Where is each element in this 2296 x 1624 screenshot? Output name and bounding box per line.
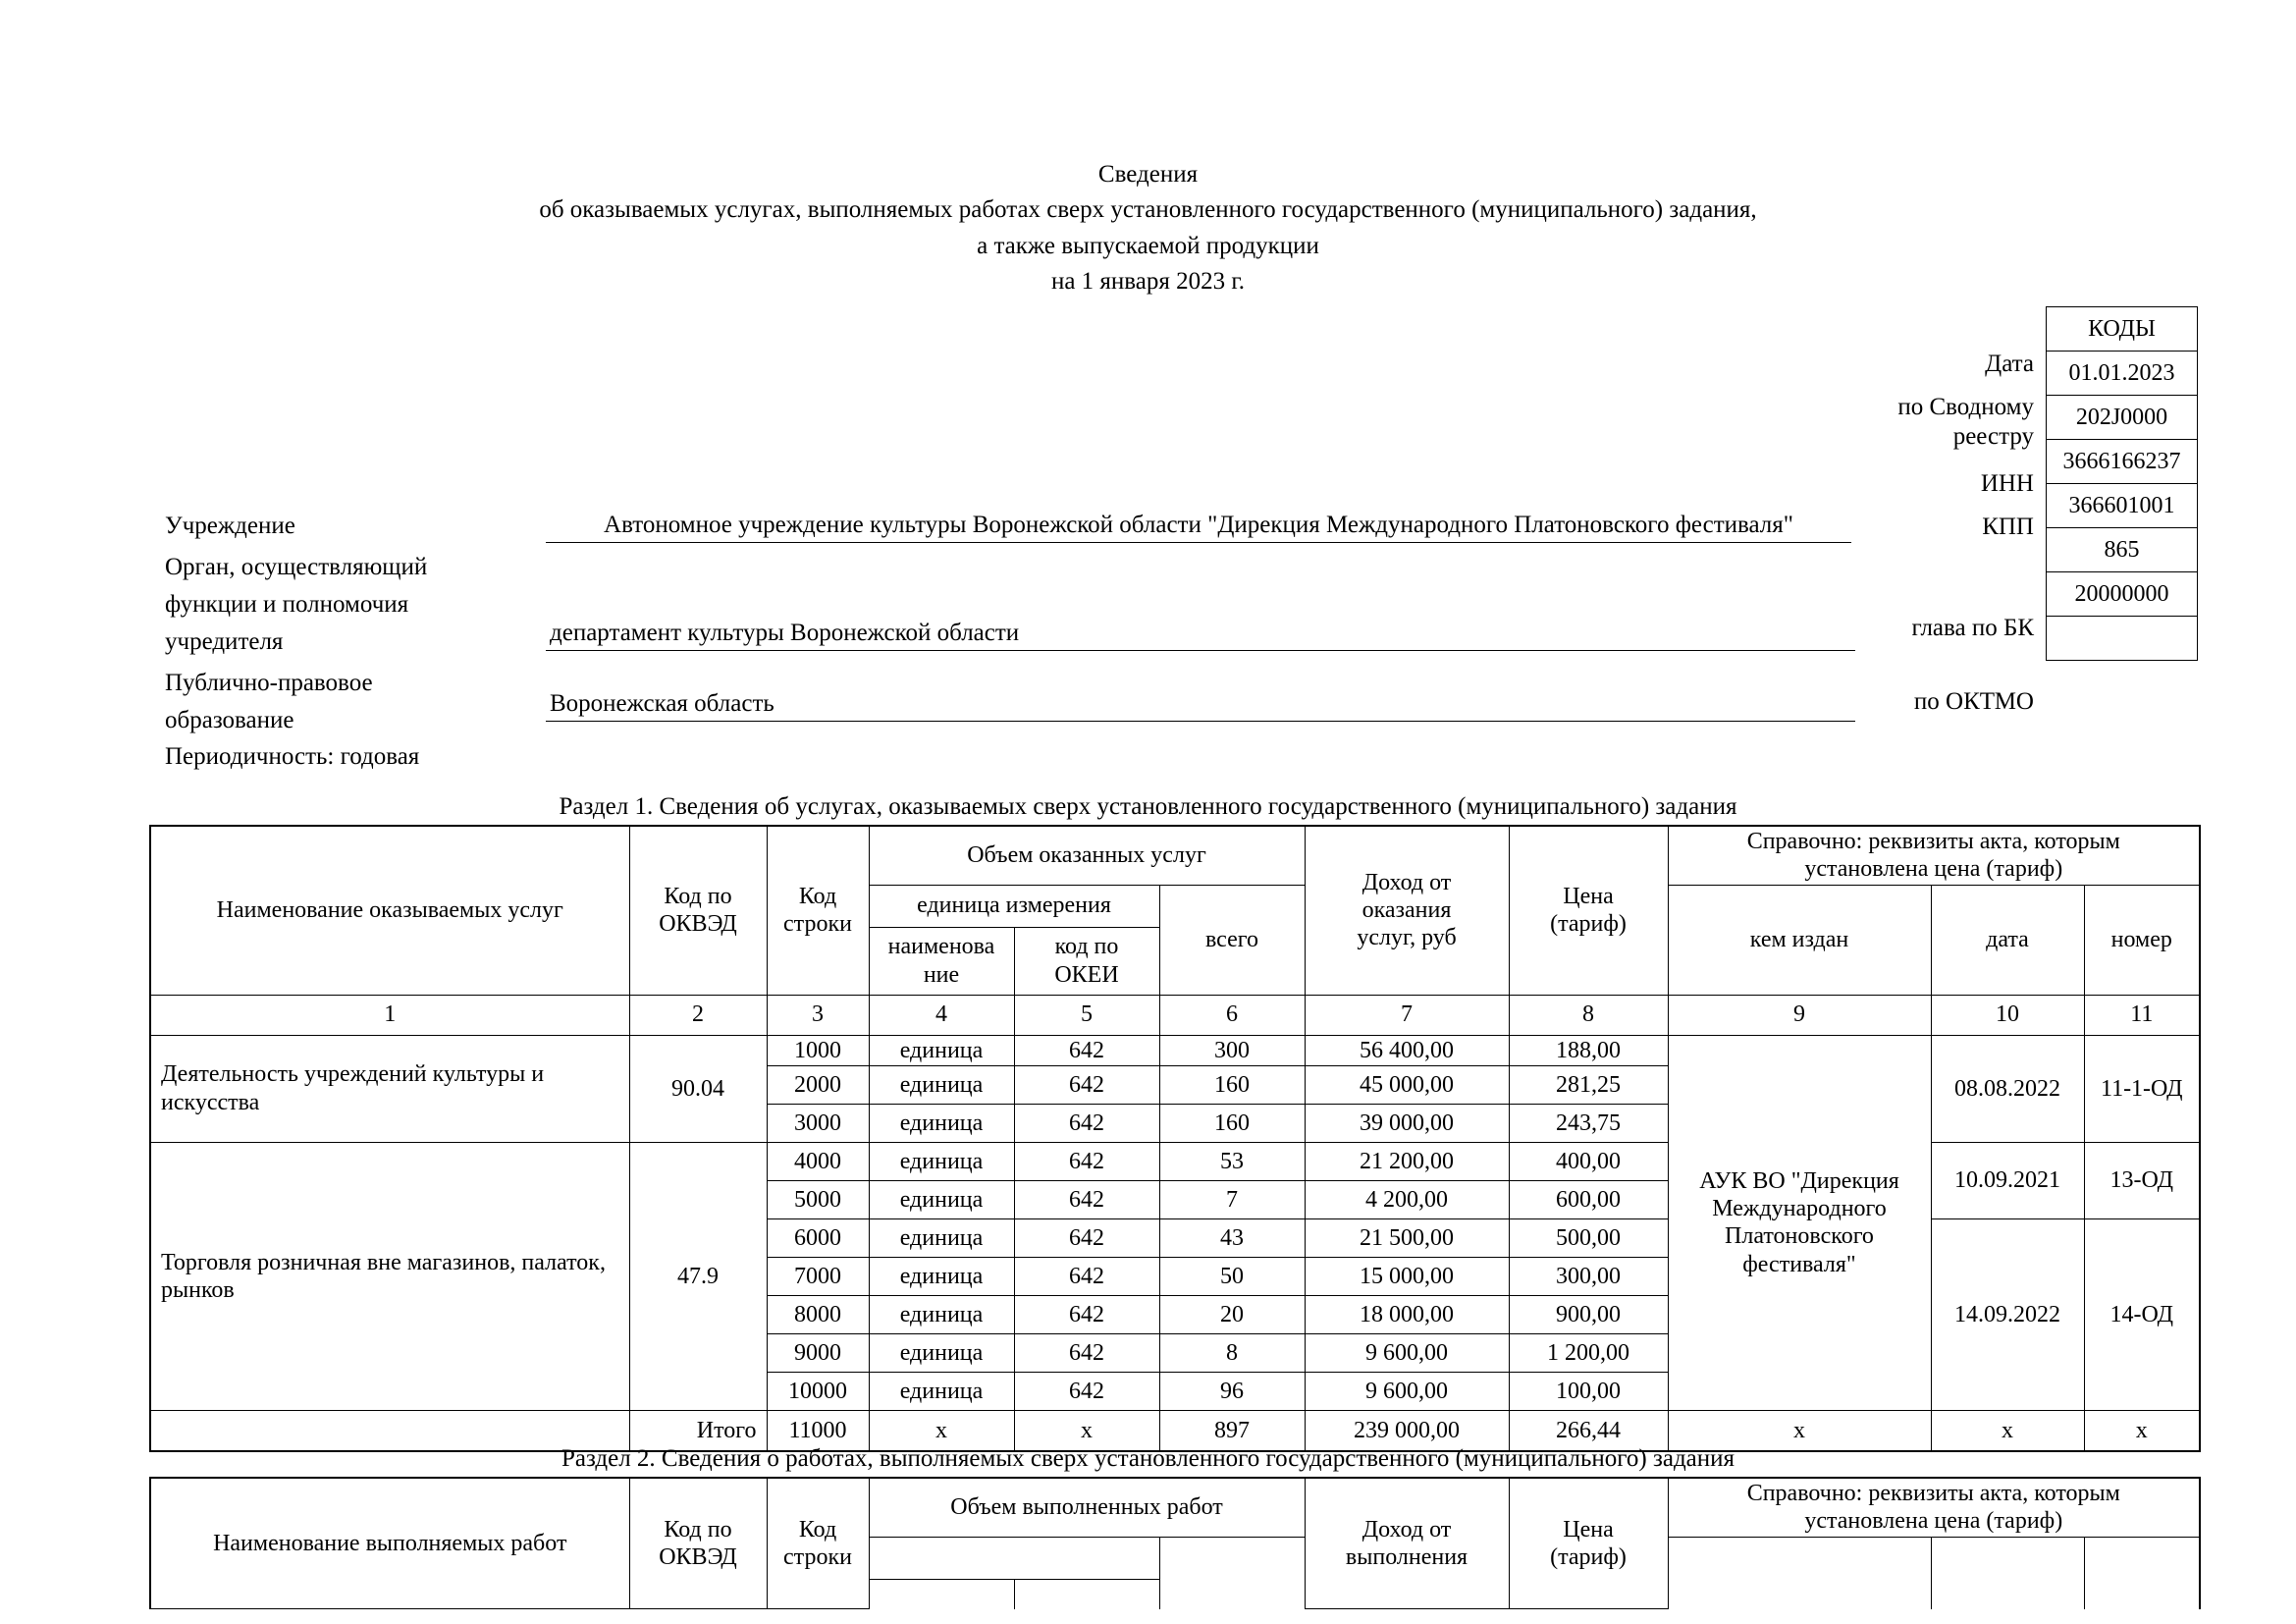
colnum-5: 5 [1014,995,1159,1035]
row-unit-code: 642 [1014,1257,1159,1295]
ppo-label-line1: Публично-правовое [165,670,373,696]
row-unit: единица [869,1218,1014,1257]
row-total: 300 [1159,1035,1305,1065]
s2-header-volume: Объем выполненных работ [869,1478,1305,1537]
row-total: 50 [1159,1257,1305,1295]
row-code: 5000 [767,1180,869,1218]
founder-label-line1: Орган, осуществляющий [165,554,428,580]
row-income: 45 000,00 [1305,1065,1509,1104]
total-code: 11000 [767,1410,869,1451]
row-total: 53 [1159,1142,1305,1180]
codes-value-kpp: 366601001 [2047,484,2198,528]
header-income-line3: услуг, руб [1357,925,1457,951]
act-date-3: 14.09.2022 [1931,1218,2084,1410]
row-unit-code: 642 [1014,1218,1159,1257]
row-code: 8000 [767,1295,869,1333]
row-income: 9 600,00 [1305,1333,1509,1372]
row-unit: единица [869,1142,1014,1180]
act-issuer: АУК ВО "Дирекция Международного Платоновского фестиваля" [1668,1035,1931,1410]
row-income: 18 000,00 [1305,1295,1509,1333]
service-okved-2: 47.9 [629,1142,767,1410]
header-row-code [767,826,869,995]
header-total: всего [1159,885,1305,995]
row-price: 300,00 [1509,1257,1668,1295]
row-total: 160 [1159,1065,1305,1104]
row-unit: единица [869,1180,1014,1218]
codes-label-registry-line2: реестру [1952,423,2034,450]
s2-header-income-line1: Доход от [1362,1516,1452,1543]
header-unit-name [869,927,1014,995]
codes-row-date [2047,352,2198,396]
row-code: 4000 [767,1142,869,1180]
row-income: 56 400,00 [1305,1035,1509,1065]
total-label: Итого [629,1410,767,1451]
header-income-line2: оказания [1362,897,1452,924]
s2-header-act-number [2084,1537,2200,1609]
title-line-1: Сведения [1097,161,1199,188]
codes-value-blank [2047,617,2198,661]
header-act-number: номер [2084,885,2200,995]
codes-row-header [2047,307,2198,352]
colnum-3: 3 [767,995,869,1035]
act-number-2: 13-ОД [2084,1142,2200,1218]
header-volume: Объем оказанных услуг [869,826,1305,885]
row-unit-code: 642 [1014,1333,1159,1372]
row-income: 15 000,00 [1305,1257,1509,1295]
total-total: 897 [1159,1410,1305,1451]
row-code: 7000 [767,1257,869,1295]
codes-row-oktmo [2047,572,2198,617]
s2-header-row-code-line2: строки [783,1544,852,1571]
row-code: 1000 [767,1035,869,1065]
header-reference-line1: Справочно: реквизиты акта, которым [1746,829,2120,854]
colnum-10: 10 [1931,995,2084,1035]
row-total: 8 [1159,1333,1305,1372]
row-unit-code: 642 [1014,1065,1159,1104]
section1-table [149,825,2201,1452]
service-okved-1: 90.04 [629,1035,767,1142]
institution-value: Автономное учреждение культуры Воронежской области "Дирекция Международного Платоновского фестиваля" [546,509,1851,543]
row-unit: единица [869,1333,1014,1372]
row-total: 7 [1159,1180,1305,1218]
row-price: 600,00 [1509,1180,1668,1218]
row-total: 160 [1159,1104,1305,1142]
s2-header-okved-line2: ОКВЭД [659,1544,737,1571]
row-price: 1 200,00 [1509,1333,1668,1372]
header-unit-code-line1: код по [1054,934,1119,960]
row-price: 281,25 [1509,1065,1668,1104]
header-issued-by: кем издан [1668,885,1931,995]
header-okved [629,826,767,995]
section1-caption: Раздел 1. Сведения об услугах, оказываемых сверх установленного государственного (муниципального) задания [559,793,1737,820]
s2-header-unit-name [869,1579,1014,1609]
row-unit-code: 642 [1014,1180,1159,1218]
periodicity-label: Периодичность: годовая [165,743,420,770]
colnum-2: 2 [629,995,767,1035]
table-row [150,1035,2200,1065]
row-unit-code: 642 [1014,1295,1159,1333]
codes-header-cell: КОДЫ [2047,307,2198,352]
codes-label-oktmo: по ОКТМО [1913,688,2034,715]
header-reference-line2: установлена цена (тариф) [1804,856,2063,883]
s2-header-income-line2: выполнения [1345,1544,1468,1571]
codes-value-oktmo: 20000000 [2047,572,2198,617]
row-income: 4 200,00 [1305,1180,1509,1218]
header-act-date: дата [1931,885,2084,995]
total-issued-by: x [1668,1410,1931,1451]
header-price-line1: Цена [1563,884,1614,909]
codes-value-chapter-bk: 865 [2047,528,2198,572]
codes-label-kpp: КПП [1982,514,2034,540]
total-unit-code: x [1014,1410,1159,1451]
colnum-7: 7 [1305,995,1509,1035]
row-unit-code: 642 [1014,1142,1159,1180]
s2-header-okved [629,1478,767,1609]
institution-label: Учреждение [165,513,295,539]
title-line-3: а также выпускаемой продукции [977,232,1319,259]
s2-header-row-code [767,1478,869,1609]
row-unit: единица [869,1257,1014,1295]
s2-header-price-line2: (тариф) [1550,1544,1627,1571]
row-income: 9 600,00 [1305,1372,1509,1410]
header-row-code-line1: Код [798,884,837,909]
row-total: 20 [1159,1295,1305,1333]
codes-row-blank [2047,617,2198,661]
s2-header-reference-line2: установлена цена (тариф) [1804,1508,2063,1535]
codes-table-wrap [2046,306,2198,661]
section2-caption: Раздел 2. Сведения о работах, выполняемых сверх установленного государственного (муниципального) задания [561,1445,1735,1472]
row-code: 3000 [767,1104,869,1142]
s2-header-total [1159,1537,1305,1609]
total-income: 239 000,00 [1305,1410,1509,1451]
codes-row-chapter-bk [2047,528,2198,572]
row-code: 2000 [767,1065,869,1104]
s2-header-issued-by [1668,1537,1931,1609]
row-price: 243,75 [1509,1104,1668,1142]
s2-header-act-date [1931,1537,2084,1609]
act-date-2: 10.09.2021 [1931,1142,2084,1218]
founder-label-line2: функции и полномочия [165,591,409,618]
s2-header-price [1509,1478,1668,1609]
act-date-1: 08.08.2022 [1931,1035,2084,1142]
s2-header-row-code-line1: Код [798,1516,837,1543]
row-unit-code: 642 [1014,1104,1159,1142]
founder-label-line3: учредителя [165,628,284,655]
codes-row-registry [2047,396,2198,440]
codes-table [2046,306,2198,661]
header-okved-line2: ОКВЭД [659,911,737,938]
row-code: 6000 [767,1218,869,1257]
codes-value-date: 01.01.2023 [2047,352,2198,396]
row-unit-code: 642 [1014,1035,1159,1065]
act-number-3: 14-ОД [2084,1218,2200,1410]
row-price: 900,00 [1509,1295,1668,1333]
codes-label-chapter-bk: глава по БК [1911,615,2034,641]
section1-header-row-1 [150,826,2200,885]
ppo-label-line2: образование [165,707,294,733]
s2-header-work-name: Наименование выполняемых работ [150,1478,629,1609]
ppo-value: Воронежская область [546,687,1855,722]
row-price: 500,00 [1509,1218,1668,1257]
row-code: 9000 [767,1333,869,1372]
colnum-9: 9 [1668,995,1931,1035]
codes-row-kpp [2047,484,2198,528]
header-income [1305,826,1509,995]
header-unit-code [1014,927,1159,995]
header-price-line2: (тариф) [1550,911,1627,938]
service-name-2: Торговля розничная вне магазинов, палаток, рынков [150,1142,629,1410]
colnum-6: 6 [1159,995,1305,1035]
s2-header-unit-code [1014,1579,1159,1609]
act-number-1: 11-1-ОД [2084,1035,2200,1142]
row-price: 400,00 [1509,1142,1668,1180]
row-unit-code: 642 [1014,1372,1159,1410]
s2-header-income [1305,1478,1509,1609]
codes-label-registry-line1: по Сводному [1897,394,2034,420]
total-act-number: x [2084,1410,2200,1451]
colnum-4: 4 [869,995,1014,1035]
row-income: 21 200,00 [1305,1142,1509,1180]
row-unit: единица [869,1295,1014,1333]
header-price [1509,826,1668,995]
header-okved-line1: Код по [664,884,732,909]
row-unit: единица [869,1372,1014,1410]
s2-header-okved-line1: Код по [664,1516,732,1543]
header-income-line1: Доход от [1362,869,1452,895]
colnum-8: 8 [1509,995,1668,1035]
s2-header-unit [869,1537,1159,1579]
section2-header-row-1 [150,1478,2200,1537]
header-unit-name-line1: наименова [887,934,995,960]
colnum-1: 1 [150,995,629,1035]
row-unit: единица [869,1065,1014,1104]
header-unit-code-line2: ОКЕИ [1054,961,1119,988]
colnum-11: 11 [2084,995,2200,1035]
codes-label-date: Дата [1985,351,2034,377]
codes-value-registry: 202J0000 [2047,396,2198,440]
row-total: 96 [1159,1372,1305,1410]
header-row-code-line2: строки [783,911,852,938]
row-price: 188,00 [1509,1035,1668,1065]
codes-value-inn: 3666166237 [2047,440,2198,484]
row-income: 39 000,00 [1305,1104,1509,1142]
row-unit: единица [869,1035,1014,1065]
title-line-4: на 1 января 2023 г. [1050,267,1246,295]
document-title-block [0,157,2296,299]
founder-value: департамент культуры Воронежской области [546,617,1855,651]
header-reference [1668,826,2200,885]
title-line-2: об оказываемых услугах, выполняемых работах сверх установленного государственного (муниципального) задания, [539,196,1757,224]
total-act-date: x [1931,1410,2084,1451]
header-unit-name-line2: ние [923,961,960,988]
row-total: 43 [1159,1218,1305,1257]
s2-header-reference [1668,1478,2200,1537]
header-unit: единица измерения [869,885,1159,927]
header-service-name: Наименование оказываемых услуг [150,826,629,995]
codes-label-inn: ИНН [1980,470,2034,497]
s2-header-reference-line1: Справочно: реквизиты акта, которым [1746,1481,2120,1506]
row-code: 10000 [767,1372,869,1410]
service-name-1: Деятельность учреждений культуры и искусства [150,1035,629,1142]
row-price: 100,00 [1509,1372,1668,1410]
section2-table [149,1477,2201,1609]
row-income: 21 500,00 [1305,1218,1509,1257]
total-price: 266,44 [1509,1410,1668,1451]
s2-header-price-line1: Цена [1563,1516,1614,1543]
total-unit: x [869,1410,1014,1451]
row-unit: единица [869,1104,1014,1142]
codes-row-inn [2047,440,2198,484]
section1-column-numbers-row [150,995,2200,1035]
